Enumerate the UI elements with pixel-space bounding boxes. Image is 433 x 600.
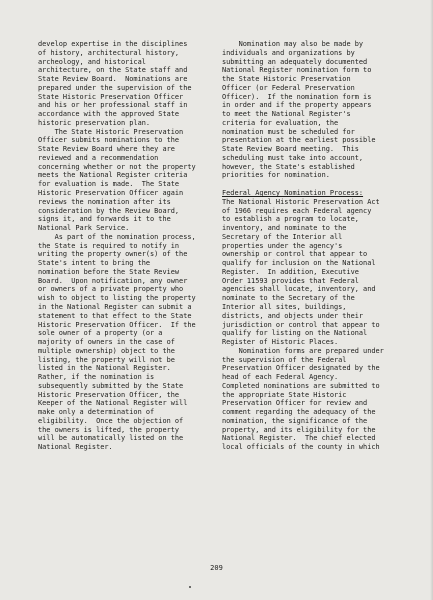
text-line: National Register. [38,443,113,452]
text-line: of 1966 requires each Federal agency [222,206,372,215]
text-line: listed in the National Register. [38,364,171,373]
text-line: As part of the nomination process, [38,232,196,241]
text-line: State Review Board. Nominations are [38,75,188,84]
text-line: National Park Service. [38,224,130,233]
text-line: Keeper of the National Register will [38,399,188,408]
right-text-column [222,40,402,452]
text-line: subsequently submitted by the State [38,381,184,390]
text-line: The State Historic Preservation [38,127,184,136]
text-line: consideration by the Review Board, [38,206,180,215]
text-line: eligibility. Once the objection of [38,416,184,425]
text-line: the owners is lifted, the property [38,425,180,434]
text-line: State Historic Preservation Officer [38,92,184,101]
text-line: develop expertise in the disciplines [38,40,188,48]
text-line: The National Historic Preservation Act [222,197,380,206]
text-line: concerning whether or not the property [38,162,196,171]
text-line: Nomination may also be made by [222,40,364,48]
text-line: meets the National Register criteria [38,171,188,180]
text-line: local officials of the county in which [222,443,380,452]
text-line: State's intent to bring the [38,259,151,268]
text-line: Register of Historic Places. [222,338,339,347]
text-line: State Review Board where they are [38,145,175,154]
text-line: Officer submits nominations to the [38,136,180,145]
text-line: listing, the property will not be [38,355,175,364]
text-line: Preservation Officer for review and [222,399,368,408]
text-line: head of each Federal Agency. [222,373,339,382]
text-line: the State Historic Preservation [222,75,351,84]
section-heading: Federal Agency Nomination Process: [222,189,364,198]
text-line: the appropriate State Historic [222,390,347,399]
text-line: however, the State's established [222,162,355,171]
text-line: criteria for evaluation, the [222,118,339,127]
text-line: will be automatically listed on the [38,434,184,443]
text-line: the supervision of the Federal [222,355,347,364]
text-line: of history, architectural history, [38,48,180,57]
text-line: State Review Board meeting. This [222,145,359,154]
paragraph-gap [222,180,402,189]
text-line: priorities for nomination. [222,171,330,180]
text-line: National Register nomination form to [222,66,372,75]
text-line: to meet the National Register's [222,110,351,119]
left-text-column [38,40,206,452]
text-line: agencies shall locate, inventory, and [222,285,376,294]
text-line: reviews the nomination after its [38,197,171,206]
text-line: Historic Preservation Officer. If the [38,320,196,329]
text-line: Officer). If the nomination form is [222,92,372,101]
text-line: qualify for inclusion on the National [222,259,376,268]
text-line: prepared under the supervision of the [38,83,192,92]
text-line: architecture, on the State staff and [38,66,188,75]
text-line: ownership or control that appear to [222,250,368,259]
text-line: for evaluation is made. The State [38,180,180,189]
text-line: historic preservation plan. [38,118,151,127]
text-line: nomination, the significance of the [222,416,368,425]
text-line: majority of owners in the case of [38,338,175,347]
text-line: property, and its eligibility for the [222,425,376,434]
text-line: signs it, and forwards it to the [38,215,171,224]
text-line: Historic Preservation Officer, the [38,390,180,399]
text-line: districts, and objects under their [222,311,364,320]
text-line: writing the property owner(s) of the [38,250,188,259]
text-line: sole owner of a property (or a [38,329,163,338]
scan-speck [189,586,191,588]
text-line: Completed nominations are submitted to [222,381,380,390]
text-line: Rather, if the nomination is [38,373,155,382]
text-line: nominate to the Secretary of the [222,294,355,303]
text-line: reviewed and a recommendation [38,153,159,162]
text-line: archeology, and historical [38,57,146,66]
text-line: accordance with the approved State [38,110,180,119]
text-line: Nomination forms are prepared under [222,346,384,355]
text-line: National Register. The chief elected [222,434,376,443]
text-line: comment regarding the adequacy of the [222,408,376,417]
text-line: nomination before the State Review [38,267,180,276]
text-line: individuals and organizations by [222,48,355,57]
text-line: Interior all sites, buildings, [222,302,347,311]
text-line: Preservation Officer designated by the [222,364,380,373]
text-line: jurisdiction or control that appear to [222,320,380,329]
text-line: or owners of a private property who [38,285,184,294]
text-line: and his or her professional staff in [38,101,188,110]
text-line: Register. In addition, Executive [222,267,359,276]
text-line: wish to object to listing the property [38,294,196,303]
text-line: presentation at the earliest possible [222,136,376,145]
text-line: Historic Preservation Officer again [38,189,184,198]
text-line: statement to that effect to the State [38,311,192,320]
text-line: in order and if the property appears [222,101,372,110]
text-line: nomination must be scheduled for [222,127,355,136]
text-line: properties under the agency's [222,241,343,250]
text-line: make only a determination of [38,408,155,417]
text-line: multiple ownership) object to the [38,346,175,355]
text-line: in the National Register can submit a [38,302,192,311]
text-line: Officer (or Federal Preservation [222,83,355,92]
page-number: 209 [210,564,223,572]
text-line: inventory, and nominate to the [222,224,347,233]
text-line: qualify for listing on the National [222,329,368,338]
text-line: scheduling must take into account, [222,153,364,162]
text-line: Order 11593 provides that Federal [222,276,359,285]
text-line: the State is required to notify in [38,241,180,250]
text-line: Secretary of the Interior all [222,232,343,241]
text-line: submitting an adequately documented [222,57,368,66]
text-line: Board. Upon notification, any owner [38,276,188,285]
text-line: to establish a program to locate, [222,215,359,224]
